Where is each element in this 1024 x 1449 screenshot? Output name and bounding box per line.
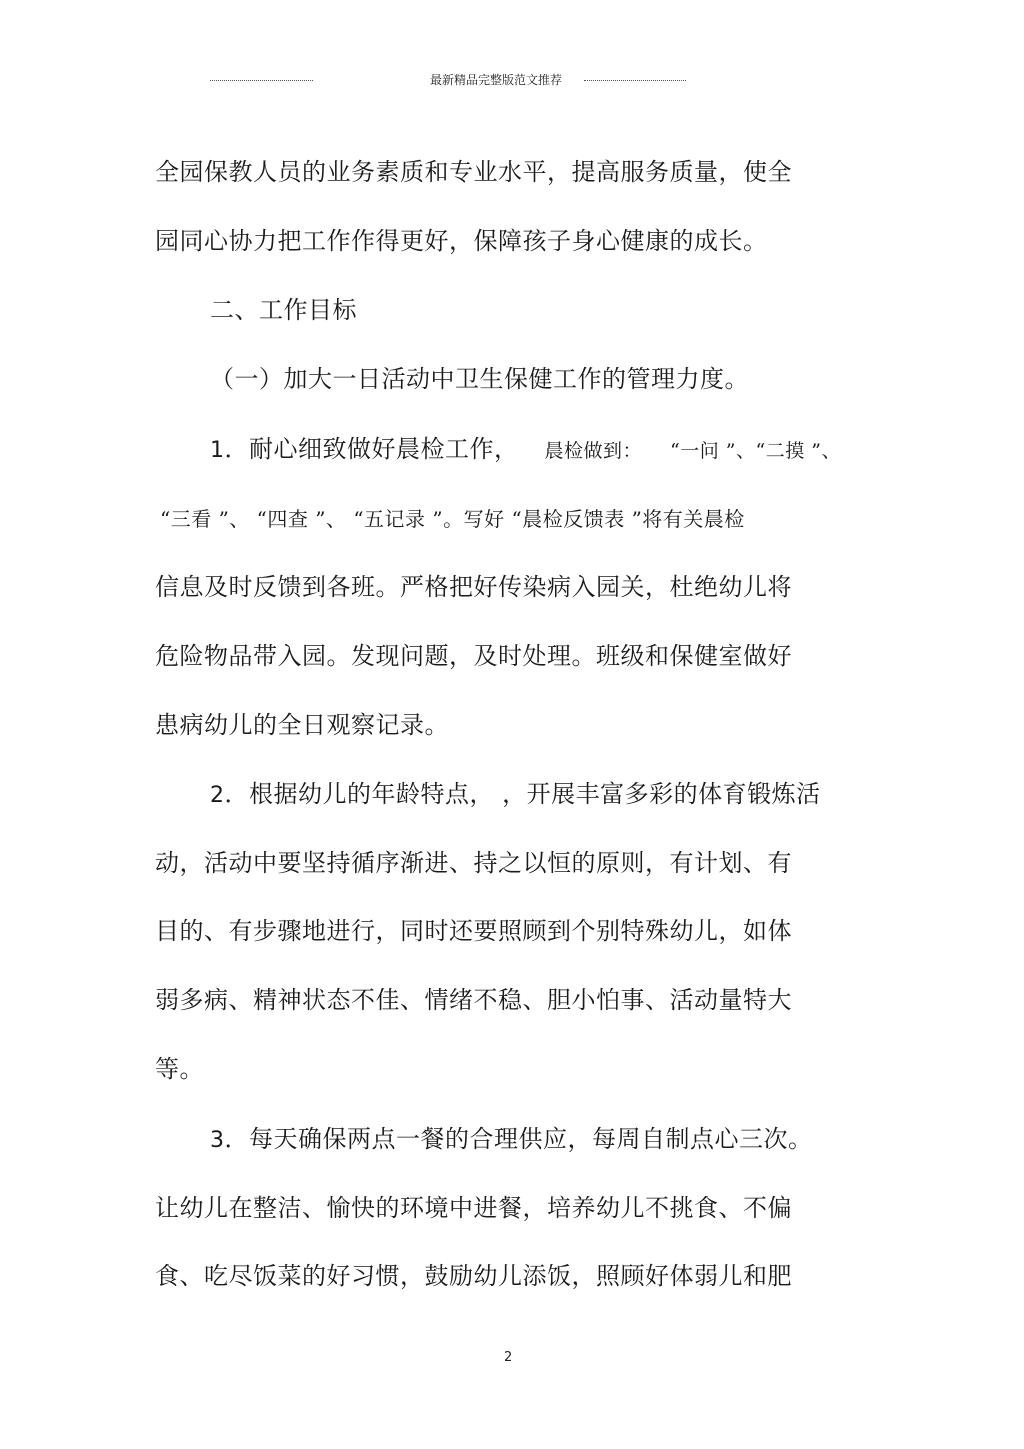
body-line-6: 危险物品带入园。发现问题，及时处理。班级和保健室做好 [155,642,792,670]
item-1-quote-1: “一问 ”、 [670,440,756,462]
item-1-number: 1 [210,438,225,463]
body-line-12: 让幼儿在整洁、愉快的环境中进餐，培养幼儿不挑食、不偏 [155,1194,792,1222]
item-3-number: 3 [210,1128,225,1153]
header-title: 最新精品完整版范文推荐 [430,73,563,87]
header-rule-left [210,80,313,81]
body-line-13: 食、吃尽饭菜的好习惯，鼓励幼儿添饭，照顾好体弱儿和肥 [155,1262,792,1290]
body-line-1: 全园保教人员的业务素质和专业水平，提高服务质量，使全 [155,158,792,186]
item-2-line-1 [210,779,821,811]
item-1-small-text: 晨检做到： [544,440,643,462]
item-1-text: ．耐心细致做好晨检工作， [224,435,519,463]
item-1-quote-2: “二摸 ”、 [755,440,841,462]
item-1-line-2: “三看 ”、 “四查 ”、 “五记录 ”。写好 “晨检反馈表 ”将有关晨检 [160,507,745,531]
item-3-line-1 [210,1124,813,1156]
body-line-10: 弱多病、精神状态不佳、情绪不稳、胆小怕事、活动量特大 [155,986,792,1014]
item-2-text: ．根据幼儿的年龄特点， ，开展丰富多彩的体育锻炼活 [224,780,821,808]
subsection-heading: （一）加大一日活动中卫生保健工作的管理力度。 [210,365,749,393]
page-header [0,72,1024,92]
body-line-9: 目的、有步骤地进行，同时还要照顾到个别特殊幼儿，如体 [155,917,792,945]
body-line-8: 动，活动中要坚持循序渐进、持之以恒的原则，有计划、有 [155,849,792,877]
section-heading: 二、工作目标 [210,296,357,324]
header-rule-right [584,80,686,81]
item-1-line-1 [210,434,841,466]
item-2-number: 2 [210,783,225,808]
page-number: 2 [504,1350,513,1365]
body-line-2: 园同心协力把工作作得更好，保障孩子身心健康的成长。 [155,227,768,255]
item-3-text: ．每天确保两点一餐的合理供应，每周自制点心三次。 [224,1125,813,1153]
body-line-7: 患病幼儿的全日观察记录。 [155,711,449,739]
body-line-5: 信息及时反馈到各班。严格把好传染病入园关，杜绝幼儿将 [155,573,792,601]
body-line-11: 等。 [155,1055,204,1083]
